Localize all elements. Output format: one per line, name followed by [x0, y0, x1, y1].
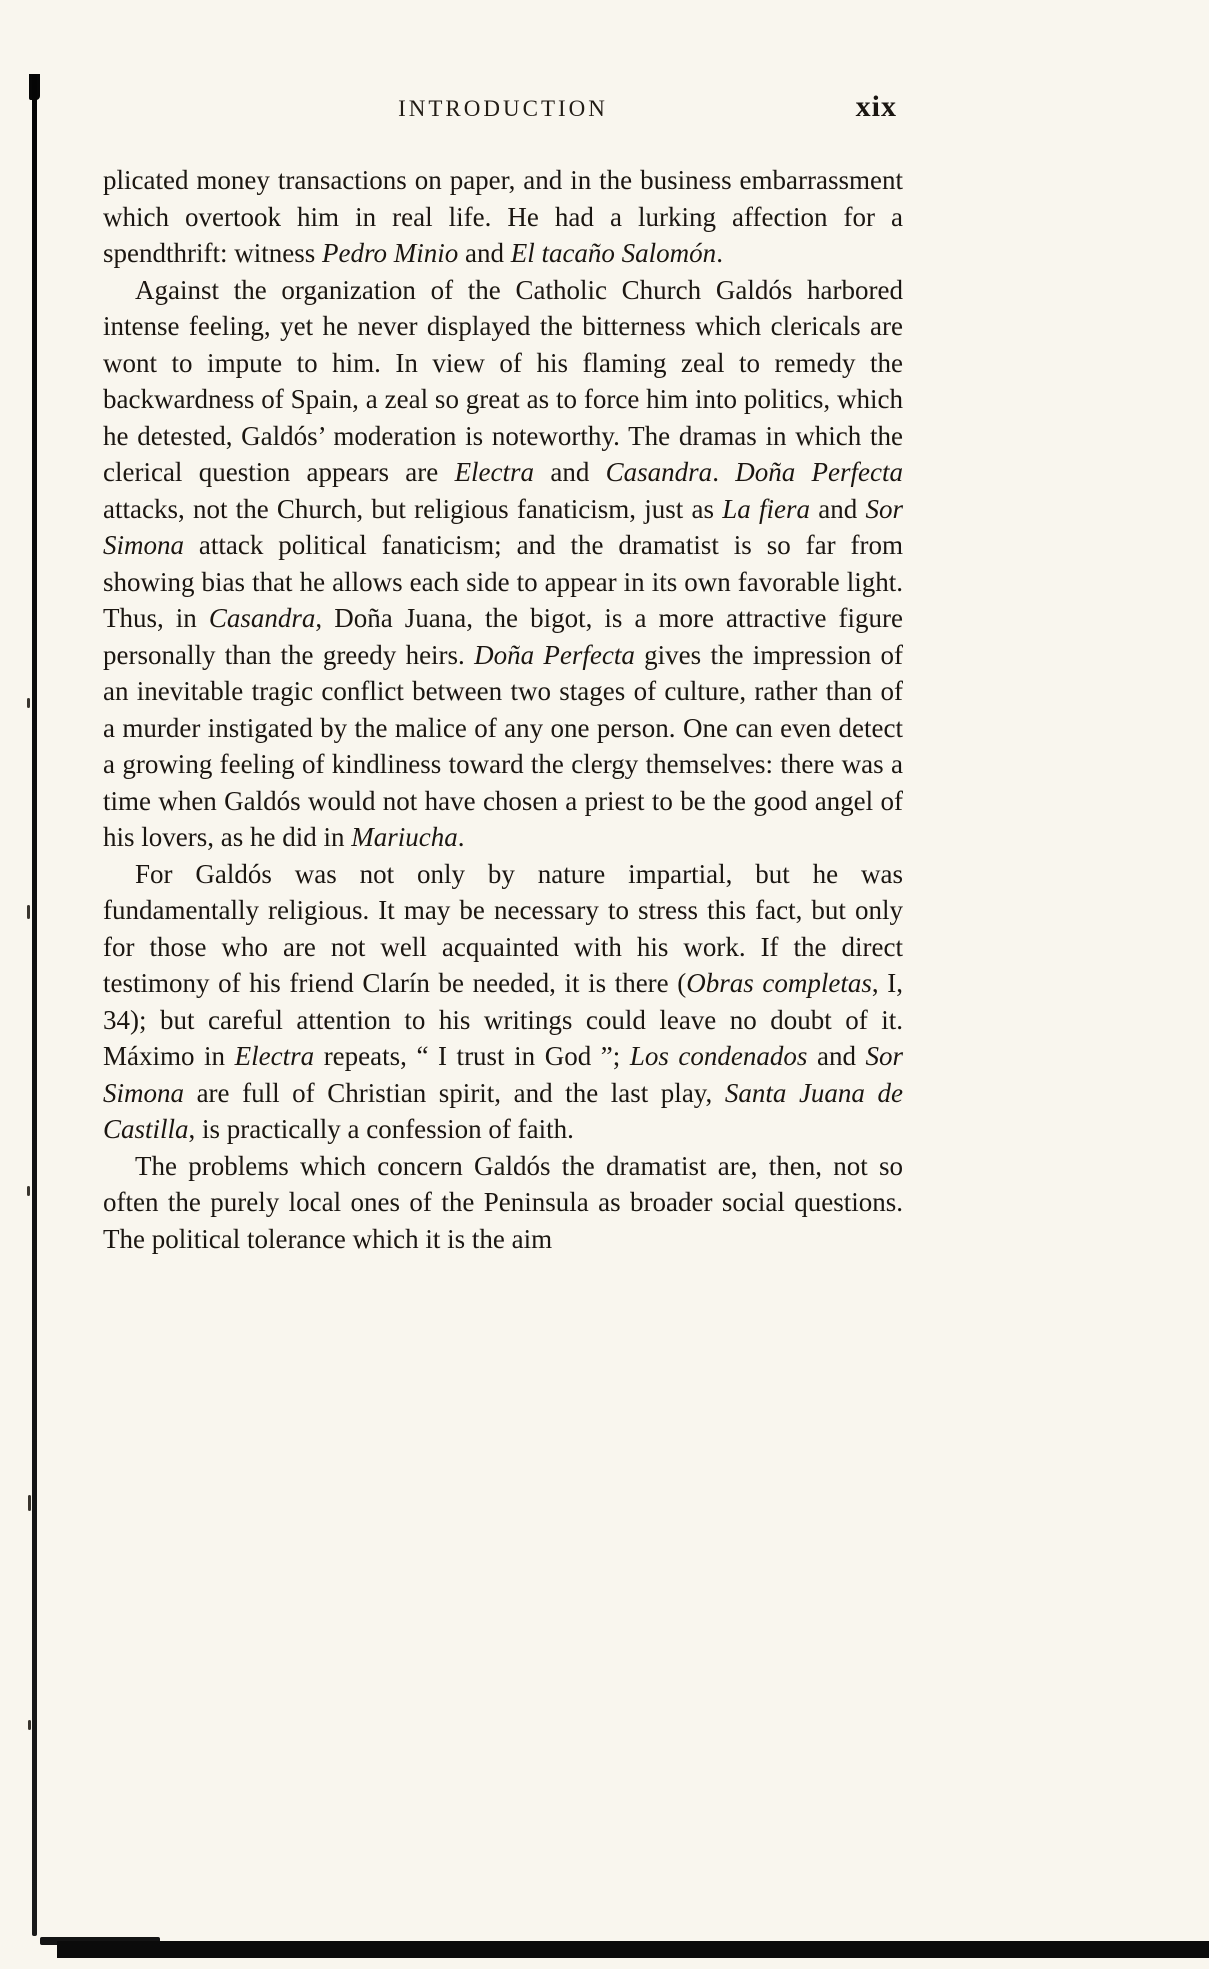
italic-title-text: Doña Perfecta — [735, 457, 904, 487]
scan-speck — [27, 698, 30, 708]
text-run: . — [716, 238, 723, 268]
page-number: xix — [855, 90, 897, 123]
paragraph — [103, 162, 903, 272]
text-run: plicated money transactions on paper, and in the business embarrassment which overtook him in real life. He had a lurking affection for a spendthrift: witness — [103, 165, 903, 268]
scan-speck — [27, 1186, 30, 1196]
text-run: . — [712, 457, 736, 487]
italic-title-text: Casandra — [208, 603, 316, 633]
text-run: and — [458, 238, 511, 268]
text-run: repeats, “ I trust in God ”; — [314, 1041, 630, 1071]
italic-title-text: Mariucha — [351, 822, 458, 852]
paragraph — [103, 856, 903, 1148]
scan-speck — [28, 1720, 31, 1730]
italic-title-text: Los condenados — [629, 1041, 808, 1071]
italic-title-text: La fiera — [722, 493, 811, 524]
running-head-title: INTRODUCTION — [398, 96, 608, 121]
italic-title-text: Sor Simona — [103, 1041, 904, 1108]
text-run: The problems which concern Galdós the dramatist are, then, not so often the purely local ones of the Peninsula as broader social questions. The political tolerance which it is the aim — [103, 1150, 903, 1254]
italic-title-text: Doña Perfecta — [474, 639, 635, 670]
italic-title-text: Obras completas — [686, 968, 872, 998]
italic-title-text: Pedro Minio — [321, 238, 459, 268]
text-run: For Galdós was not only by nature impartial, but he was fundamentally religious. It may be necessary to stress this fact, but only for those who are not well acquainted with his work. If the direct testimony of his friend Clarín be needed, it is there ( — [103, 858, 903, 998]
italic-title-text: Electra — [234, 1041, 315, 1071]
running-head — [103, 90, 903, 130]
italic-title-text: Santa Juana de Castilla — [103, 1077, 903, 1144]
italic-title-text: Casandra — [605, 457, 713, 487]
scan-speck — [27, 905, 30, 919]
paragraph — [103, 272, 903, 856]
text-run: , I, 34); but careful attention to his writings could leave no doubt of it. Máximo in — [103, 968, 903, 1071]
text-run: are full of Christian spirit, and the last play, — [184, 1077, 725, 1108]
italic-title-text: Sor Simona — [103, 493, 903, 560]
text-run: Against the organization of the Catholic Church Galdós harbored intense feeling, yet he never displayed the bitterness which clericals are wont to impute to him. In view of his flaming zeal to remedy the backwardness of Spain, a zeal so great as to force him into politics, which he detested, Galdós’ moderation is noteworthy. The dramas in which the clerical question appears are — [103, 274, 903, 487]
italic-title-text: Electra — [454, 457, 535, 487]
text-run: gives the impression of an inevitable tragic conflict between two stages of culture, rather than of a murder instigated by the malice of any one person. One can even detect a growing feeling of kindliness toward the clergy themselves: there was a time when Galdós would not have chosen a priest to be the good angel of his lovers, as he did in — [103, 639, 903, 852]
page-body — [103, 162, 903, 1257]
text-column — [103, 90, 904, 1257]
italic-title-text: El tacaño Salomón — [510, 238, 717, 268]
text-run: attack political fanaticism; and the dramatist is so far from showing bias that he allows each side to appear in its own favorable light. Thus, in — [103, 530, 903, 633]
text-run: and — [807, 1041, 866, 1071]
scan-speck — [28, 1495, 31, 1511]
text-run: , Doña Juana, the bigot, is a more attractive figure personally than the greedy heirs. — [103, 603, 903, 670]
text-run: and — [810, 493, 866, 524]
bottom-scan-bar — [57, 1941, 1209, 1958]
binding-edge-line — [32, 74, 37, 1936]
text-run: , is practically a confession of faith. — [188, 1114, 574, 1144]
text-run: . — [457, 822, 465, 852]
paragraph — [103, 1148, 903, 1258]
text-run: attacks, not the Church, but religious fanaticism, just as — [103, 493, 723, 524]
text-run: and — [534, 457, 606, 487]
